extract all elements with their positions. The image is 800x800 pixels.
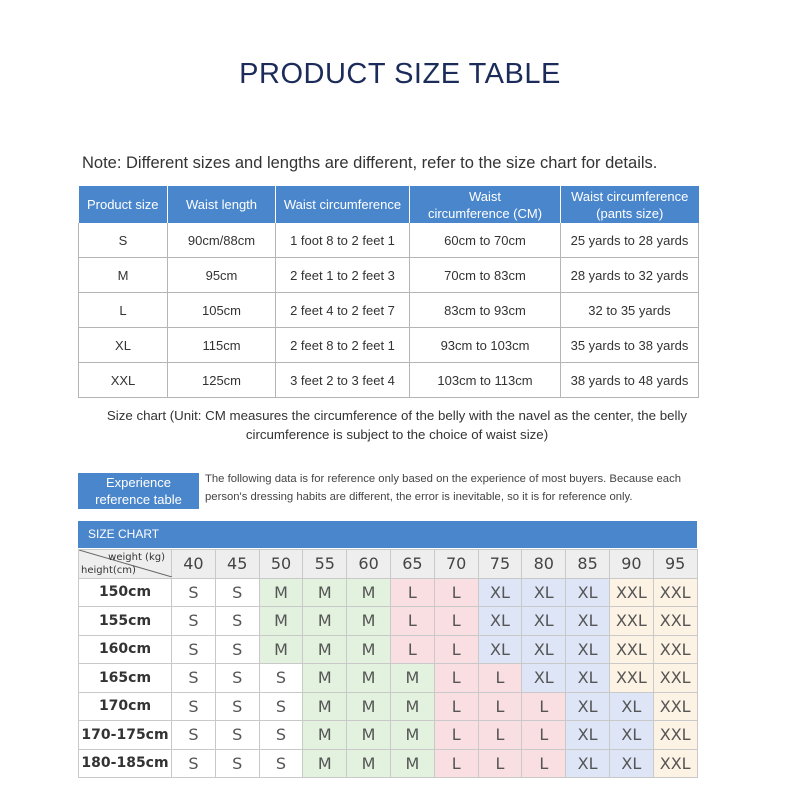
table-cell: 28 yards to 32 yards (561, 258, 699, 293)
experience-text: The following data is for reference only based on the experience of most buyers. Because each person's dressing habits are different, the error is inevitable, so it is for reference only. (205, 473, 682, 503)
size-chart-header-row (79, 550, 698, 579)
column-header-line: circumference (CM) (427, 205, 543, 221)
table-cell: 115cm (168, 328, 276, 363)
size-cell: M (347, 749, 391, 778)
size-chart-caption: Size chart (Unit: CM measures the circumference of the belly with the navel as the center, the belly circumference is subject to the choice of waist size) (106, 408, 688, 442)
size-cell: L (522, 692, 566, 721)
size-cell: L (390, 635, 434, 664)
size-cell: XXL (609, 578, 653, 607)
height-label: 170cm (79, 692, 172, 721)
weight-header: 50 (259, 550, 303, 579)
size-cell: L (434, 635, 478, 664)
weight-header: 90 (609, 550, 653, 579)
size-cell: M (259, 635, 303, 664)
size-cell: S (215, 578, 259, 607)
size-cell: S (215, 664, 259, 693)
product-size-table (78, 186, 699, 398)
page-title: PRODUCT SIZE TABLE (239, 58, 561, 90)
size-cell: S (215, 721, 259, 750)
size-cell: S (259, 692, 303, 721)
size-cell: M (347, 578, 391, 607)
height-label: 180-185cm (79, 749, 172, 778)
table-row (79, 363, 699, 398)
size-cell: XL (478, 635, 522, 664)
size-cell: L (478, 749, 522, 778)
size-cell: M (303, 635, 347, 664)
size-cell: XL (566, 635, 610, 664)
table-cell: XXL (79, 363, 168, 398)
table-row (79, 223, 699, 258)
table-cell: L (79, 293, 168, 328)
size-cell: M (303, 692, 347, 721)
product-size-body (79, 223, 699, 398)
size-cell: XXL (653, 749, 697, 778)
table-cell: XL (79, 328, 168, 363)
table-cell: 1 foot 8 to 2 feet 1 (276, 223, 410, 258)
experience-badge (78, 473, 199, 509)
size-cell: XL (478, 607, 522, 636)
table-row (79, 749, 698, 778)
size-cell: XL (609, 721, 653, 750)
table-cell: M (79, 258, 168, 293)
weight-header: 80 (522, 550, 566, 579)
table-cell: 3 feet 2 to 3 feet 4 (276, 363, 410, 398)
product-size-column-header (168, 186, 276, 223)
size-cell: XL (566, 692, 610, 721)
size-cell: L (434, 578, 478, 607)
product-size-column-header (276, 186, 410, 223)
table-cell: 2 feet 1 to 2 feet 3 (276, 258, 410, 293)
height-label: 150cm (79, 578, 172, 607)
table-cell: 83cm to 93cm (410, 293, 561, 328)
corner-weight-label: weight (kg) (108, 552, 165, 563)
size-cell: M (259, 607, 303, 636)
size-cell: XXL (653, 635, 697, 664)
size-cell: M (390, 721, 434, 750)
table-cell: 25 yards to 28 yards (561, 223, 699, 258)
height-label: 160cm (79, 635, 172, 664)
size-cell: M (347, 664, 391, 693)
height-label: 155cm (79, 607, 172, 636)
table-cell: 38 yards to 48 yards (561, 363, 699, 398)
table-cell: 105cm (168, 293, 276, 328)
size-cell: S (259, 664, 303, 693)
table-cell: S (79, 223, 168, 258)
height-label: 165cm (79, 664, 172, 693)
size-cell: L (434, 749, 478, 778)
table-row (79, 664, 698, 693)
size-chart-header: SIZE CHART (78, 521, 697, 548)
table-cell: 32 to 35 yards (561, 293, 699, 328)
size-cell: XL (522, 664, 566, 693)
size-cell: M (303, 664, 347, 693)
size-cell: XL (566, 664, 610, 693)
size-cell: S (259, 721, 303, 750)
table-cell: 2 feet 4 to 2 feet 7 (276, 293, 410, 328)
column-header-line: Waist circumference (283, 197, 402, 212)
size-cell: XXL (653, 607, 697, 636)
size-cell: M (390, 749, 434, 778)
size-cell: XXL (609, 664, 653, 693)
table-row (79, 721, 698, 750)
size-cell: S (172, 578, 216, 607)
size-cell: XL (522, 635, 566, 664)
weight-header: 55 (303, 550, 347, 579)
table-cell: 70cm to 83cm (410, 258, 561, 293)
table-cell: 90cm/88cm (168, 223, 276, 258)
size-cell: S (172, 607, 216, 636)
size-cell: XL (609, 692, 653, 721)
height-label: 170-175cm (79, 721, 172, 750)
table-row (79, 607, 698, 636)
size-cell: XL (566, 721, 610, 750)
size-cell: L (522, 721, 566, 750)
table-cell: 2 feet 8 to 2 feet 1 (276, 328, 410, 363)
corner-height-label: height(cm) (81, 564, 136, 576)
size-cell: S (215, 692, 259, 721)
weight-header: 65 (390, 550, 434, 579)
product-size-column-header (79, 186, 168, 223)
column-header-line: Waist (468, 188, 502, 204)
weight-header: 45 (215, 550, 259, 579)
column-header-line: (pants size) (596, 205, 664, 221)
table-cell: 35 yards to 38 yards (561, 328, 699, 363)
size-cell: S (172, 721, 216, 750)
product-size-column-header (410, 186, 561, 223)
size-cell: L (434, 721, 478, 750)
size-chart-body (79, 578, 698, 778)
table-cell: 60cm to 70cm (410, 223, 561, 258)
size-cell: XL (478, 578, 522, 607)
product-size-column-header (561, 186, 699, 223)
size-cell: M (303, 578, 347, 607)
table-row (79, 635, 698, 664)
size-cell: S (215, 749, 259, 778)
size-cell: S (259, 749, 303, 778)
size-cell: XXL (609, 635, 653, 664)
column-header-line: Waist length (185, 197, 258, 212)
size-cell: S (172, 692, 216, 721)
table-row (79, 293, 699, 328)
size-cell: XL (522, 578, 566, 607)
size-cell: M (347, 607, 391, 636)
size-cell: M (390, 692, 434, 721)
table-row (79, 328, 699, 363)
table-cell: 125cm (168, 363, 276, 398)
size-cell: M (347, 721, 391, 750)
size-cell: M (259, 578, 303, 607)
size-cell: XL (609, 749, 653, 778)
size-cell: XL (522, 607, 566, 636)
column-header-line: Waist circumference (571, 188, 689, 204)
weight-header: 70 (434, 550, 478, 579)
weight-header: 95 (653, 550, 697, 579)
weight-header: 60 (347, 550, 391, 579)
size-cell: L (434, 664, 478, 693)
size-cell: XL (566, 578, 610, 607)
table-cell: 93cm to 103cm (410, 328, 561, 363)
size-cell: M (303, 749, 347, 778)
size-cell: XXL (653, 692, 697, 721)
size-cell: M (390, 664, 434, 693)
size-cell: S (172, 749, 216, 778)
size-cell: XL (566, 749, 610, 778)
size-cell: S (172, 664, 216, 693)
table-cell: 95cm (168, 258, 276, 293)
size-cell: L (478, 664, 522, 693)
size-cell: L (522, 749, 566, 778)
size-cell: L (478, 692, 522, 721)
size-cell: XXL (653, 578, 697, 607)
column-header-line: Product size (86, 197, 159, 212)
weight-header: 85 (566, 550, 610, 579)
size-cell: S (215, 635, 259, 664)
table-row (79, 578, 698, 607)
experience-badge-line: reference table (95, 492, 182, 507)
size-cell: XXL (609, 607, 653, 636)
size-chart-corner (79, 550, 172, 579)
size-cell: M (303, 607, 347, 636)
size-cell: XL (566, 607, 610, 636)
weight-header: 40 (172, 550, 216, 579)
size-cell: M (347, 635, 391, 664)
weight-header: 75 (478, 550, 522, 579)
table-cell: 103cm to 113cm (410, 363, 561, 398)
size-note: Note: Different sizes and lengths are different, refer to the size chart for details. (82, 154, 658, 172)
size-cell: L (478, 721, 522, 750)
size-cell: L (434, 607, 478, 636)
size-cell: XXL (653, 721, 697, 750)
size-cell: S (172, 635, 216, 664)
table-row (79, 692, 698, 721)
product-size-header-row (79, 186, 699, 223)
size-cell: L (390, 578, 434, 607)
experience-badge-line: Experience (105, 475, 172, 490)
size-cell: L (434, 692, 478, 721)
size-cell: L (390, 607, 434, 636)
size-cell: XXL (653, 664, 697, 693)
table-row (79, 258, 699, 293)
size-cell: S (215, 607, 259, 636)
size-chart-table (78, 549, 698, 778)
size-cell: M (347, 692, 391, 721)
size-cell: M (303, 721, 347, 750)
